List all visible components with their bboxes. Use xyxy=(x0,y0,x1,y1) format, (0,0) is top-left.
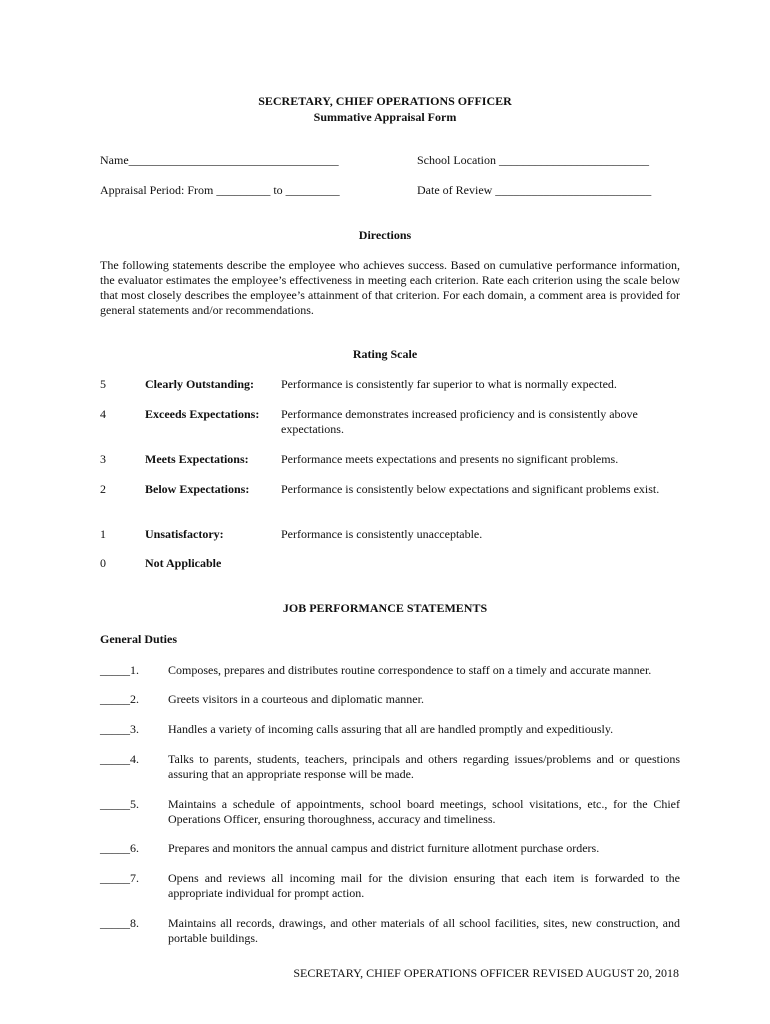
statement-rating-blank[interactable]: _____7. xyxy=(100,871,139,885)
rating-num: 3 xyxy=(100,452,106,466)
statement-rating-blank[interactable]: _____4. xyxy=(100,752,139,766)
statement-text: Talks to parents, students, teachers, principals and others regarding issues/problems and or questions assuring that an appropriate response will be made. xyxy=(168,752,680,781)
statement-rating-blank[interactable]: _____3. xyxy=(100,722,139,736)
rating-desc: Performance is consistently below expectations and significant problems exist. xyxy=(281,482,660,496)
job-performance-heading: JOB PERFORMANCE STATEMENTS xyxy=(282,601,488,615)
statement-rating-blank[interactable]: _____1. xyxy=(100,663,139,677)
rating-desc: Performance is consistently unacceptable. xyxy=(281,527,483,541)
statement-text: Opens and reviews all incoming mail for the division ensuring that each item is forwarded to the appropriate individual for prompt action. xyxy=(168,871,680,900)
statement-text: Composes, prepares and distributes routine correspondence to staff on a timely and accurate manner. xyxy=(168,663,652,677)
statement-text: Handles a variety of incoming calls assuring that all are handled promptly and expeditiously. xyxy=(168,722,614,736)
statement-rating-blank[interactable]: _____8. xyxy=(100,916,139,930)
rating-desc: Performance meets expectations and presents no significant problems. xyxy=(281,452,619,466)
rating-num: 4 xyxy=(100,407,106,421)
rating-label: Below Expectations: xyxy=(145,482,250,496)
statement-rating-blank[interactable]: _____2. xyxy=(100,692,139,706)
statement-rating-blank[interactable]: _____5. xyxy=(100,797,139,811)
statement-rating-blank[interactable]: _____6. xyxy=(100,841,139,855)
directions-text: The following statements describe the employee who achieves success. Based on cumulative performance information, the evaluator estimates the employee’s effectiveness in meeting each criterion. Rate each criterion using the scale below that most closely describes the employee’s attainment of that criterion. For each domain, a comment area is provided for general statements and/or recommendations. xyxy=(100,258,680,317)
rating-label: Not Applicable xyxy=(145,556,222,570)
rating-label: Clearly Outstanding: xyxy=(145,377,255,391)
rating-desc: Performance is consistently far superior to what is normally expected. xyxy=(281,377,617,391)
name-field[interactable]: Name___________________________________ xyxy=(100,153,339,167)
section-heading-general-duties: General Duties xyxy=(100,632,177,646)
date-of-review-field[interactable]: Date of Review __________________________ xyxy=(417,183,652,197)
rating-num: 0 xyxy=(100,556,106,570)
statement-text: Maintains a schedule of appointments, school board meetings, school visitations, etc., for the Chief Operations Officer, ensuring thoroughness, accuracy and timeliness. xyxy=(168,797,680,826)
statement-text: Greets visitors in a courteous and diplomatic manner. xyxy=(168,692,424,706)
rating-scale-heading: Rating Scale xyxy=(352,347,418,361)
statement-text: Prepares and monitors the annual campus and district furniture allotment purchase orders. xyxy=(168,841,600,855)
directions-heading: Directions xyxy=(358,228,412,242)
form-title: SECRETARY, CHIEF OPERATIONS OFFICER xyxy=(258,94,512,108)
statement-text: Maintains all records, drawings, and other materials of all school facilities, sites, new construction, and portable buildings. xyxy=(168,916,680,945)
rating-num: 2 xyxy=(100,482,106,496)
form-subtitle: Summative Appraisal Form xyxy=(313,110,457,124)
rating-label: Unsatisfactory: xyxy=(145,527,224,541)
appraisal-period-field[interactable]: Appraisal Period: From _________ to _________ xyxy=(100,183,340,197)
rating-num: 1 xyxy=(100,527,106,541)
school-location-field[interactable]: School Location _________________________ xyxy=(417,153,649,167)
rating-desc: Performance demonstrates increased proficiency and is consistently above expectations. xyxy=(281,407,638,436)
rating-num: 5 xyxy=(100,377,106,391)
rating-label: Exceeds Expectations: xyxy=(145,407,260,421)
page-footer: SECRETARY, CHIEF OPERATIONS OFFICER REVISED AUGUST 20, 2018 xyxy=(293,966,679,980)
rating-label: Meets Expectations: xyxy=(145,452,249,466)
